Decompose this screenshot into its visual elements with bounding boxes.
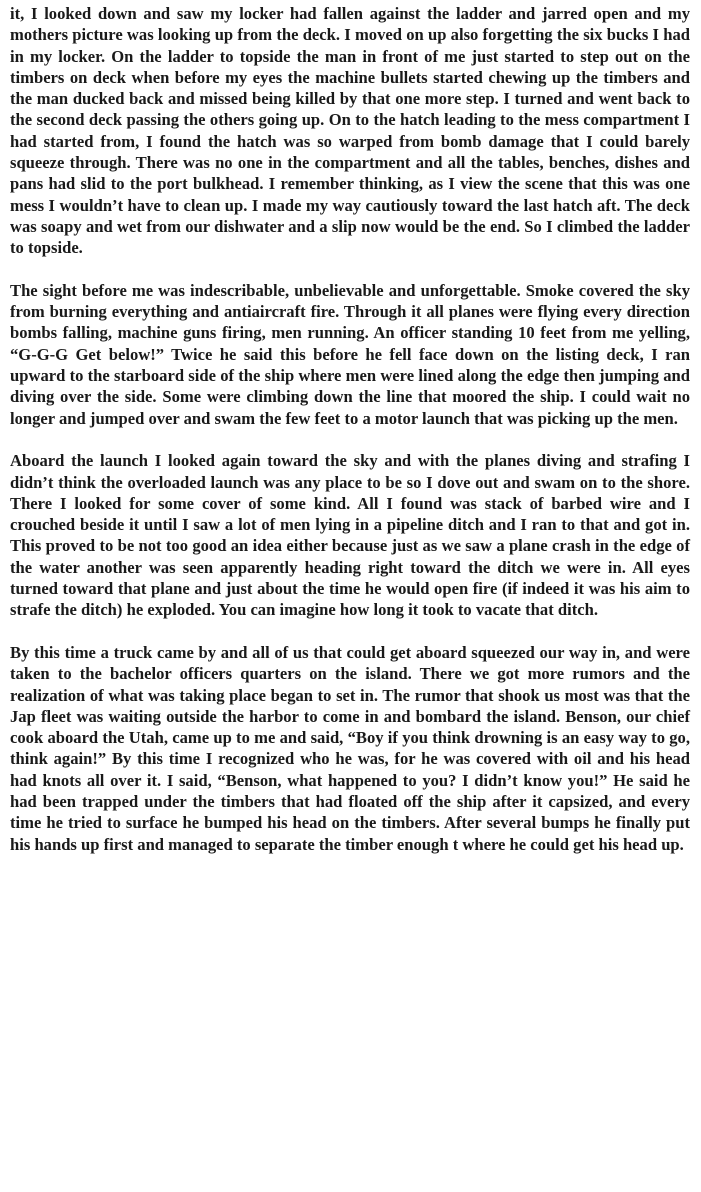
paragraph-2: The sight before me was indescribable, unbelievable and unforgettable. Smoke covered the sky from burning everything and antiaircraft fire. Through it all planes were flying every direction bombs falling, machine guns firing, men running. An officer standing 10 feet from me yelling, “G-G-G Get below!” Twice he said this before he fell face down on the listing deck, I ran upward to the starboard side of the ship where men were lined along the edge then jumping and diving over the side. Some were climbing down the line that moored the ship. I could wait no longer and jumped over and swam the few feet to a motor launch that was picking up the men. [10, 280, 690, 428]
paragraph-1: it, I looked down and saw my locker had fallen against the ladder and jarred open and my mothers picture was looking up from the deck. I moved on up also forgetting the six bucks I had in my locker. On the ladder to topside the man in front of me just started to step out on the timbers on deck when before my eyes the machine bullets started chewing up the timbers and the man ducked back and missed being killed by that one more step. I turned and went back to the second deck passing the others going up. On to the hatch leading to the mess compartment I had started from, I found the hatch was so warped from bomb damage that I could barely squeeze through. There was no one in the compartment and all the tables, benches, dishes and pans had slid to the port bulkhead. I remember thinking, as I view the scene that this was one mess I wouldn’t have to clean up. I made my way cautiously toward the last hatch aft. The deck was soapy and wet from our dishwater and a slip now would be the end. So I climbed the ladder to topside. [10, 4, 690, 258]
paragraph-3: Aboard the launch I looked again toward the sky and with the planes diving and strafing I didn’t think the overloaded launch was any place to be so I dove out and swam on to the shore. There I looked for some cover of some kind. All I found was stack of barbed wire and I crouched beside it until I saw a lot of men lying in a pipeline ditch and I ran to that and got in. This proved to be not too good an idea either because just as we saw a plane crash in the edge of the water another was seen apparently heading right toward the ditch we were in. All eyes turned toward that plane and just about the time he would open fire (if indeed it was his aim to strafe the ditch) he exploded. You can imagine how long it took to vacate that ditch. [10, 451, 690, 620]
paragraph-4: By this time a truck came by and all of us that could get aboard squeezed our way in, and were taken to the bachelor officers quarters on the island. There we got more rumors and the realization of what was taking place began to set in. The rumor that shook us most was that the Jap fleet was waiting outside the harbor to come in and bombard the island. Benson, our chief cook aboard the Utah, came up to me and said, “Boy if you think drowning is an easy way to go, think again!” By this time I recognized who he was, for he was covered with oil and his head had knots all over it. I said, “Benson, what happened to you? I didn’t know you!” He said he had been trapped under the timbers that had floated off the ship after it capsized, and every time he tried to surface he bumped his head on the timbers. After several bumps he finally put his hands up first and managed to separate the timber enough t where he could get his head up. [10, 642, 690, 854]
